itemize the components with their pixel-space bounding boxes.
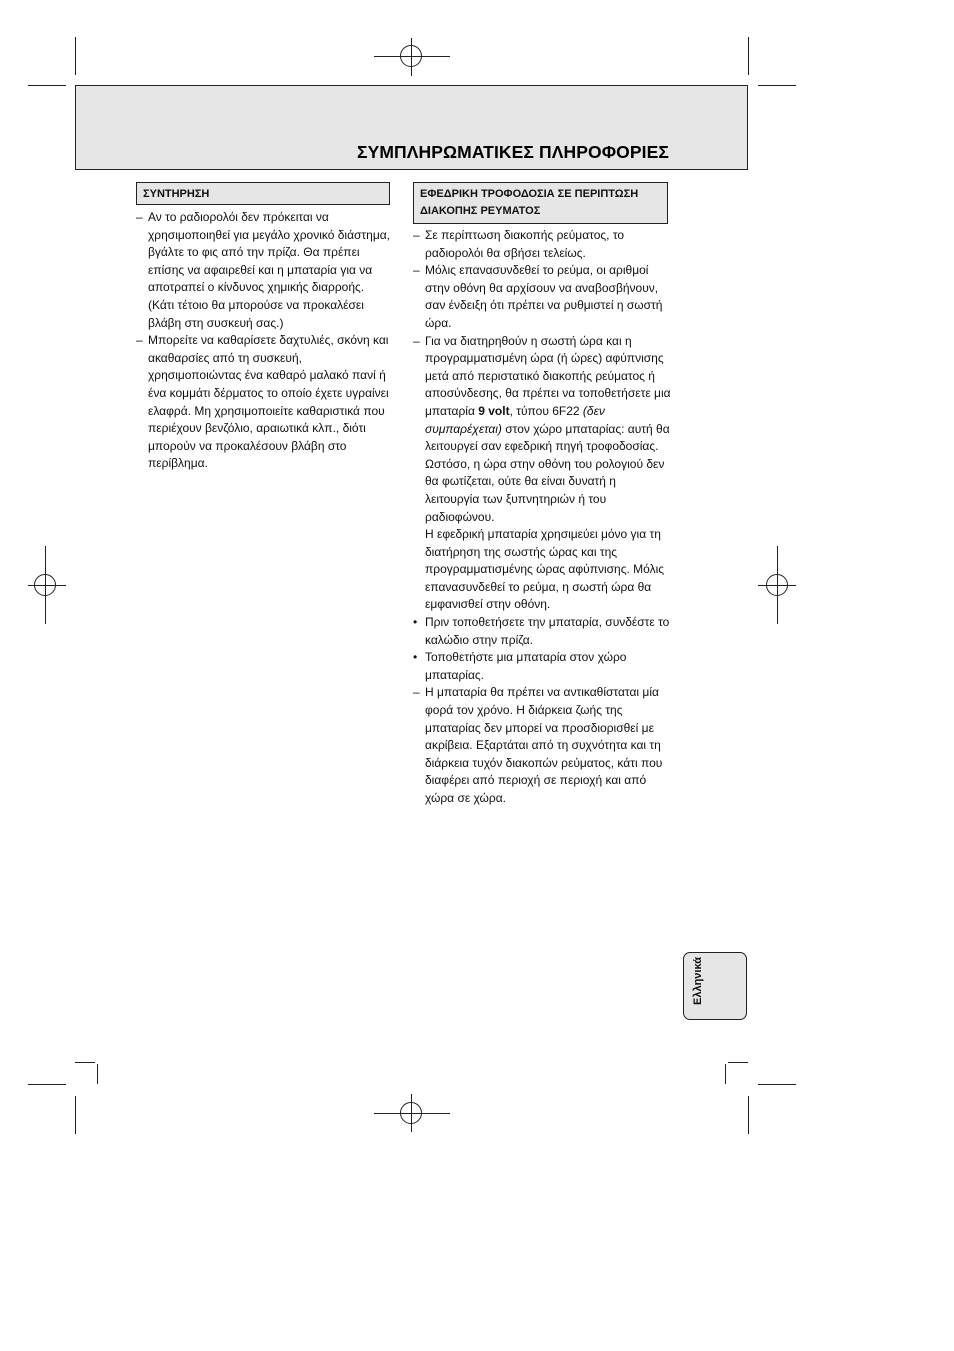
backup-power-column xyxy=(413,227,673,808)
list-item-text: Πριν τοποθετήσετε την μπαταρία, συνδέστε το καλώδιο στην πρίζα. xyxy=(425,615,670,647)
list-item-text: Η μπαταρία θα πρέπει να αντικαθίσταται μία φορά τον χρόνο. Η διάρκεια ζωής της μπαταρίας δεν μπορεί να προσδιορισθεί με ακρίβεια. Εξαρτάται από τη συχνότητα και τη διάρκεια τυχόν διακοπών ρεύματος, κάτι που διαφέρει από περιοχή σε περιοχή και από χώρα σε χώρα. xyxy=(425,685,663,805)
list-item-text: Σε περίπτωση διακοπής ρεύματος, το ραδιορολόι θα σβήσει τελείως. xyxy=(425,228,625,260)
dash-marker: – xyxy=(136,210,143,224)
list-item-text: Μπορείτε να καθαρίσετε δαχτυλιές, σκόνη και ακαθαρσίες από τη συσκευή, χρησιμοποιώντας ένα καθαρό μαλακό πανί ή ένα κομμάτι δέρματος το οποίο έχετε υγραίνει ελαφρά. Μη χρησιμοποιείτε καθαριστικά που περιέχουν βενζόλιο, αραιωτικά κλπ., διότι μπορούν να προκαλέσουν βλάβη στο περίβλημα. xyxy=(148,333,389,471)
list-item xyxy=(413,262,673,332)
section-heading-text: ΕΦΕΔΡΙΚΗ ΤΡΟΦΟΔΟΣΙΑ ΣΕ ΠΕΡΙΠΤΩΣΗ ΔΙΑΚΟΠΗΣ ΡΕΥΜΑΤΟΣ xyxy=(420,188,639,217)
bullet-marker: • xyxy=(413,615,418,630)
list-item xyxy=(413,333,673,527)
dash-marker: – xyxy=(413,228,420,242)
section-heading-text: ΣΥΝΤΗΡΗΣΗ xyxy=(143,188,210,200)
maintenance-column xyxy=(136,209,390,473)
language-tab xyxy=(683,952,747,1020)
list-item xyxy=(413,684,673,807)
list-item-text: , τύπου 6F22 xyxy=(509,403,583,418)
list-item-text: Για να διατηρηθούν η σωστή ώρα και η προγραμματισμένη ώρα (ή ώρες) αφύπνισης μετά από περιστατικό διακοπής ρεύματος ή αποσύνδεσης, θα πρέπει να τοποθετήσετε μια μπαταρία xyxy=(425,333,671,418)
dash-marker: – xyxy=(413,333,420,348)
list-item xyxy=(136,209,390,332)
list-item xyxy=(413,649,673,684)
language-tab-label: Ελληνικά xyxy=(692,957,704,1005)
dash-marker: – xyxy=(136,333,143,348)
dash-marker: – xyxy=(413,263,420,278)
list-item-text: Αν το ραδιορολόι δεν πρόκειται να χρησιμοποιηθεί για μεγάλο χρονικό διάστημα, βγάλτε το φις από την πρίζα. Θα πρέπει επίσης να αφαιρεθεί και η μπαταρία για να αποτραπεί ο κίνδυνος χημικής διαρροής. (Κάτι τέτοιο θα μπορούσε να προκαλέσει βλάβη στη συσκευή σας.) xyxy=(148,210,391,330)
list-item-text: Μόλις επανασυνδεθεί το ρεύμα, οι αριθμοί στην οθόνη θα αρχίσουν να αναβοσβήνουν, σαν ένδειξη ότι πρέπει να ρυθμιστεί η σωστή ώρα. xyxy=(425,263,663,330)
dash-marker: – xyxy=(413,685,420,700)
not-supplied-note: (δεν συμπαρέχεται) xyxy=(425,403,605,436)
backup-battery-note: Η εφεδρική μπαταρία χρησιμεύει μόνο για τη διατήρηση της σωστής ώρας και της προγραμματισμένης ώρας αφύπνισης. Μόλις επανασυνδεθεί το ρεύμα, η σωστή ώρα θα εμφανισθεί στην οθόνη. xyxy=(425,527,665,612)
section-heading-maintenance xyxy=(136,182,390,205)
bullet-marker: • xyxy=(413,650,418,665)
header-band xyxy=(75,85,748,170)
list-item-text: Τοποθετήστε μια μπαταρία στον χώρο μπαταρίας. xyxy=(425,650,627,682)
list-item xyxy=(413,227,673,262)
list-item xyxy=(413,614,673,649)
page-title: ΣΥΜΠΛΗΡΩΜΑΤΙΚΕΣ ΠΛΗΡΟΦΟΡΙΕΣ xyxy=(356,142,669,162)
section-heading-backup-power xyxy=(413,182,668,224)
list-item-text: στον χώρο μπαταρίας: αυτή θα λειτουργεί σαν εφεδρική πηγή τροφοδοσίας. Ωστόσο, η ώρα στην οθόνη του ρολογιού δεν θα φωτίζεται, ούτε θα είναι δυνατή η λειτουργία των ξυπνητηριών ή του ραδιοφώνου. xyxy=(425,421,670,524)
battery-voltage: 9 volt xyxy=(478,403,510,418)
list-item xyxy=(136,332,390,473)
